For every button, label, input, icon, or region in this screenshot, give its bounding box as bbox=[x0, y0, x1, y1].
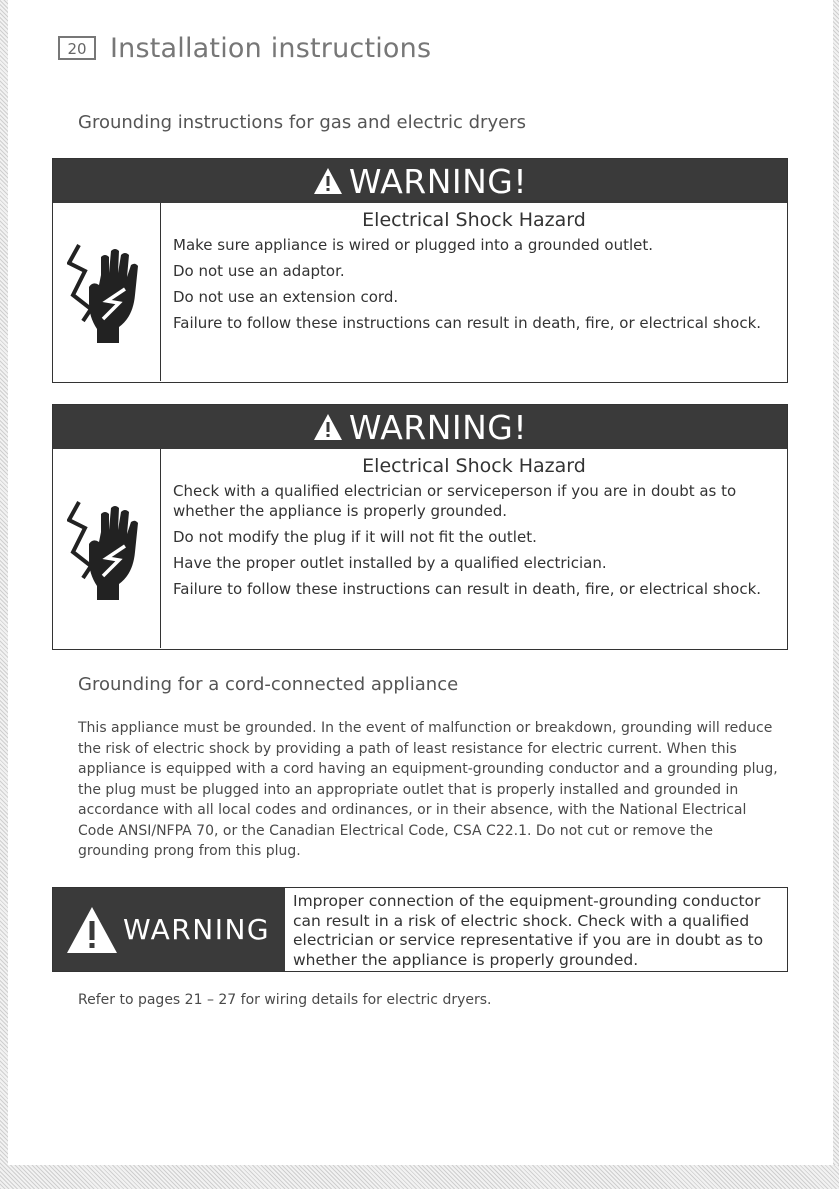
warning-line: Do not use an extension cord. bbox=[173, 288, 399, 306]
warning-box-2 bbox=[52, 404, 788, 650]
warning-line: Do not modify the plug if it will not fit the outlet. bbox=[173, 528, 537, 546]
warning-triangle-icon bbox=[313, 167, 343, 195]
warning-label-panel bbox=[53, 888, 285, 971]
hazard-title: Electrical Shock Hazard bbox=[362, 455, 586, 477]
page-edge-bottom bbox=[0, 1165, 839, 1189]
warning-box-3 bbox=[52, 887, 788, 972]
warning-triangle-icon bbox=[313, 413, 343, 441]
page-title: Installation instructions bbox=[110, 32, 432, 64]
page-header bbox=[58, 30, 431, 66]
electric-shock-hand-icon bbox=[67, 237, 147, 347]
warning-line: Failure to follow these instructions can result in death, fire, or electrical shock. bbox=[173, 314, 762, 332]
hazard-title: Electrical Shock Hazard bbox=[362, 209, 586, 231]
shock-icon-cell bbox=[53, 203, 161, 381]
warning-banner-text: WARNING! bbox=[348, 161, 528, 201]
section-title-cord-connected: Grounding for a cord-connected appliance bbox=[78, 674, 459, 695]
warning-label: WARNING bbox=[123, 913, 271, 946]
warning-line: Check with a qualified electrician or serviceperson if you are in doubt as to whether the appliance is properly grounded. bbox=[173, 482, 737, 520]
shock-icon-cell bbox=[53, 449, 161, 648]
warning-line: Make sure appliance is wired or plugged into a grounded outlet. bbox=[173, 236, 654, 254]
page-number: 20 bbox=[58, 36, 96, 60]
warning-triangle-icon bbox=[65, 905, 119, 955]
page-edge-left bbox=[0, 0, 8, 1189]
section-title-grounding-dryers: Grounding instructions for gas and electric dryers bbox=[78, 112, 526, 133]
page-edge-right bbox=[833, 0, 839, 1189]
electric-shock-hand-icon bbox=[67, 494, 147, 604]
warning-box-1 bbox=[52, 158, 788, 383]
warning-line: Failure to follow these instructions can result in death, fire, or electrical shock. bbox=[173, 580, 762, 598]
grounding-paragraph: This appliance must be grounded. In the event of malfunction or breakdown, grounding will reduce the risk of electric shock by providing a path of least resistance for electric current. When this appliance is equipped with a cord having an equipment-grounding conductor and a grounding plug, the plug must be plugged into an appropriate outlet that is properly installed and grounded in accordance with all local codes and ordinances, or in their absence, with the National Electrical Code ANSI/NFPA 70, or the Canadian Electrical Code, CSA C22.1. Do not cut or remove the grounding prong from this plug. bbox=[78, 720, 778, 859]
warning-line: Have the proper outlet installed by a qualified electrician. bbox=[173, 554, 607, 572]
warning-banner bbox=[53, 159, 787, 203]
warning-text: Improper connection of the equipment-grounding conductor can result in a risk of electric shock. Check with a qualified electrician or service representative if you are in doubt as to whether the appliance is properly grounded. bbox=[293, 892, 764, 969]
warning-banner bbox=[53, 405, 787, 449]
warning-banner-text: WARNING! bbox=[348, 407, 528, 447]
warning-line: Do not use an adaptor. bbox=[173, 262, 345, 280]
refer-note: Refer to pages 21 – 27 for wiring details for electric dryers. bbox=[78, 992, 492, 1008]
